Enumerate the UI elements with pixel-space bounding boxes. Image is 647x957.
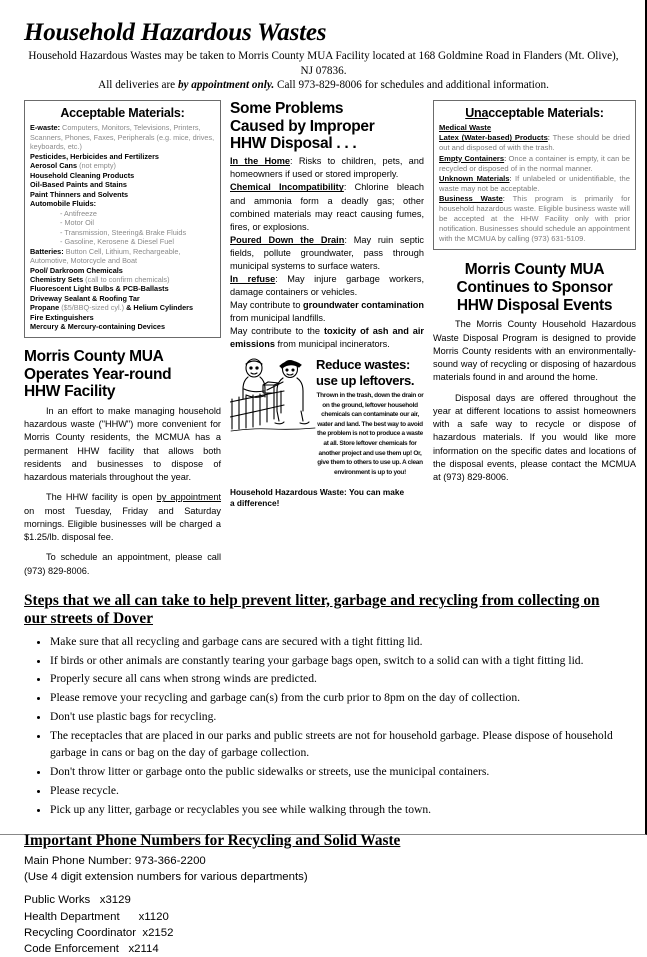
list-item	[30, 190, 215, 199]
phone-numbers-section	[24, 832, 623, 957]
list-item: • The receptacles that are placed in our parks and public streets are not for household garbage. Please dispose of household garbage in cans or bag on the day of garbage collection.	[50, 728, 623, 761]
list-item	[30, 199, 215, 208]
page-title: Household Hazardous Wastes	[24, 19, 327, 46]
item-detail: If unlabeled or unidentifiable, the waste may not be acceptable.	[439, 173, 630, 193]
cartoon-footer-line-1: Household Hazardous Waste: You can make	[230, 487, 405, 498]
item-label: E-waste:	[30, 123, 61, 133]
problems-body	[230, 155, 424, 351]
item-label: Paint Thinners and Solvents	[30, 189, 129, 199]
facility-heading-line-2: Operates Year-round	[24, 365, 172, 383]
list-item	[439, 154, 630, 174]
item-label: Pool/ Darkroom Chemicals	[30, 265, 123, 275]
cartoon-top-row	[230, 355, 424, 477]
cartoon-headline	[316, 355, 424, 477]
facility-para2-pre: The HHW facility is open	[46, 492, 157, 503]
unacceptable-materials-list	[439, 123, 630, 244]
phone-numbers-title: Important Phone Numbers for Recycling and Solid Waste	[24, 832, 401, 850]
sponsor-heading-line-2: Continues to Sponsor	[456, 279, 613, 297]
two-people-at-fence-icon	[230, 355, 316, 438]
item-label: Unknown Materials	[439, 173, 510, 183]
problem-text: May ruin septic fields, pollute groundwater, pass through municipal systems to surface waters.	[230, 234, 424, 271]
item-label: Propane	[30, 303, 60, 313]
problems-heading	[230, 100, 424, 152]
list-item	[30, 303, 215, 312]
item-label: Mercury & Mercury-containing Devices	[30, 322, 166, 332]
list-item	[30, 180, 215, 189]
item-label: Fluorescent Light Bulbs & PCB-Ballasts	[30, 284, 169, 294]
list-item	[439, 123, 630, 133]
phone-entry: Health Department x1120	[24, 910, 169, 923]
three-column-band	[24, 100, 636, 578]
list-item	[30, 123, 215, 151]
item-detail: (call to confirm chemicals)	[83, 274, 170, 284]
problems-heading-line-2: Caused by Improper	[230, 117, 375, 135]
list-item	[30, 322, 215, 331]
item-label: Business Waste	[439, 193, 503, 203]
problem-label: In the Home	[230, 156, 291, 167]
item-detail: This program is primarily for household hazardous waste. Eligible business waste will be accepted at the HHW Facility only with prior notification. Businesses should schedule an appointment with the MCMUA by calling (973) 631-5109.	[439, 193, 630, 244]
list-item	[30, 247, 215, 266]
unacceptable-materials-box	[433, 100, 636, 250]
item-sep: :	[509, 173, 516, 183]
problem-item	[230, 273, 424, 299]
sub-list-item: - Gasoline, Kerosene & Diesel Fuel	[60, 237, 174, 247]
facility-para2-post: on most Tuesday, Friday and Saturday mornings. Eligible businesses will be charged a $1.25/lb. disposal fee.	[24, 505, 221, 543]
item-detail: These should be dried out and disposed of with the trash.	[439, 133, 630, 153]
unacceptable-title-rest: cceptable Materials:	[488, 106, 604, 121]
item-label: Empty Containers	[439, 153, 505, 163]
sponsor-heading	[433, 261, 636, 314]
steps-section	[24, 592, 623, 818]
item-label: Driveway Sealant & Roofing Tar	[30, 293, 140, 303]
sponsor-body	[433, 318, 636, 484]
item-detail: ($5/BBQ-sized cyl.)	[59, 303, 125, 313]
by-appointment-emphasis: by appointment	[156, 492, 222, 503]
right-column	[433, 100, 636, 484]
list-item	[30, 152, 215, 161]
air-pre: May contribute to the	[230, 326, 324, 337]
list-item	[30, 266, 215, 275]
list-item: • Make sure that all recycling and garbage cans are secured with a tight fitting lid.	[50, 634, 623, 650]
air-post: from municipal incinerators.	[274, 339, 390, 350]
problem-text: Risks to children, pets, and homeowners if used or stored improperly.	[230, 156, 425, 180]
acceptable-materials-box	[24, 100, 221, 338]
problems-heading-line-1: Some Problems	[230, 100, 344, 118]
item-label-2: & Helium Cylinders	[124, 303, 194, 313]
intro-line-2-pre: All deliveries are	[98, 78, 178, 91]
item-sep: :	[504, 153, 509, 163]
list-item: • Please recycle.	[50, 783, 623, 799]
problem-sep: :	[275, 273, 288, 284]
unacceptable-materials-title	[439, 106, 630, 120]
item-sep: :	[547, 133, 553, 143]
left-column	[24, 100, 221, 578]
reduce-wastes-cartoon	[230, 355, 424, 509]
problem-label: In refuse	[230, 273, 276, 284]
cartoon-headline-line-2: use up leftovers.	[316, 372, 415, 388]
list-item	[30, 313, 215, 322]
cartoon-body-text: Thrown in the trash, down the drain or on the ground, leftover household chemicals can contaminate our air, water and land. The best way to avoid the problem is not to produce a waste at all. Store leftover chemicals for another project and use them up! Or, give them to others to use up. A clean environment is up to you!	[316, 391, 424, 476]
item-detail: Once a container is empty, it can be recycled or disposed of in the normal manner.	[439, 153, 630, 173]
problem-label: Poured Down the Drain	[230, 234, 345, 245]
intro-line-2-post: Call 973-829-8006 for schedules and additional information.	[274, 78, 549, 91]
list-item: • Don't use plastic bags for recycling.	[50, 709, 623, 725]
problem-item	[230, 155, 424, 181]
list-item	[439, 174, 630, 194]
acceptable-materials-list	[30, 123, 215, 332]
list-item: • Don't throw litter or garbage onto the public sidewalks or streets, use the municipal containers.	[50, 764, 623, 780]
intro-appointment-only: by appointment only.	[177, 78, 275, 91]
problem-label: Chemical Incompatibility	[230, 182, 344, 193]
sub-list-item: - Antifreeze	[60, 208, 97, 218]
groundwater-emphasis: groundwater contamination	[303, 300, 425, 310]
sponsor-paragraph-1: The Morris County Household Hazardous Waste Disposal Program is designed to provide Morris County residents with an environmentally-sound way of recycling or disposing of hazardous materials found in and around the home.	[433, 319, 636, 383]
facility-paragraph-1: In an effort to make managing household hazardous waste ("HHW") more convenient for Morris County residents, the MCMUA has a permanent HHW facility that allows both residents and businesses to dispose of hazardous materials throughout the year.	[24, 405, 221, 483]
cartoon-footer	[230, 487, 424, 509]
list-item: • If birds or other animals are constantly tearing your garbage bags open, switch to a solid can with a tight fitting lid.	[50, 653, 623, 669]
phone-entry: Recycling Coordinator x2152	[24, 926, 174, 939]
problem-sep: :	[344, 234, 354, 245]
item-label: Oil-Based Paints and Stains	[30, 180, 127, 190]
facility-paragraph-2	[24, 491, 221, 544]
list-item: • Pick up any litter, garbage or recyclables you see while walking through the town.	[50, 802, 623, 818]
item-label: Automobile Fluids:	[30, 199, 97, 209]
problem-text: Chlorine bleach and ammonia form a deadly gas; other combined materials may react causing fumes, fires, or explosions.	[230, 182, 425, 232]
cartoon-footer-line-2: a difference!	[230, 498, 280, 509]
item-label: Pesticides, Herbicides and Fertilizers	[30, 151, 159, 161]
list-item	[439, 194, 630, 244]
main-phone-number: Main Phone Number: 973-366-2200	[24, 855, 206, 868]
list-item	[30, 294, 215, 303]
list-item: • Please remove your recycling and garbage can(s) from the curb prior to 8pm on the day of collection.	[50, 690, 623, 706]
item-sep: :	[502, 193, 513, 203]
air-emphasis: toxicity of ash and air emissions	[230, 326, 424, 350]
item-detail: Button Cell, Lithium, Rechargeable, Automotive, Motorcycle and Boat	[30, 246, 181, 266]
unacceptable-title-prefix: Una	[465, 106, 489, 121]
phone-entry: Public Works x3129	[24, 894, 131, 907]
sponsor-heading-line-1: Morris County MUA	[464, 261, 605, 279]
sub-list-item: - Transmission, Steering& Brake Fluids	[60, 227, 187, 237]
item-label: Aerosol Cans	[30, 161, 78, 171]
sub-list-item: - Motor Oil	[60, 218, 95, 228]
problem-groundwater	[230, 299, 424, 325]
list-item	[439, 133, 630, 153]
problem-air	[230, 325, 424, 351]
problem-sep: :	[343, 182, 355, 193]
list-item	[30, 284, 215, 293]
list-item	[30, 171, 215, 180]
list-item	[30, 275, 215, 284]
phone-entry: Code Enforcement x2114	[24, 943, 159, 956]
facility-heading-line-3: HHW Facility	[24, 383, 116, 401]
groundwater-pre: May contribute to	[230, 300, 304, 310]
problem-item	[230, 181, 424, 233]
list-item: • Properly secure all cans when strong winds are predicted.	[50, 671, 623, 687]
item-label: Household Cleaning Products	[30, 170, 135, 180]
list-item	[30, 161, 215, 170]
item-detail: (not empty)	[77, 161, 116, 171]
item-label: Chemistry Sets	[30, 274, 84, 284]
facility-heading-line-1: Morris County MUA	[24, 347, 164, 365]
problem-sep: :	[290, 156, 299, 167]
facility-paragraph-3: To schedule an appointment, please call (973) 829-8006.	[24, 552, 221, 576]
item-label: Batteries:	[30, 246, 64, 256]
intro-line-2	[28, 78, 619, 92]
sponsor-heading-line-3: HHW Disposal Events	[456, 296, 613, 314]
item-label: Latex (Water-based) Products	[439, 133, 548, 143]
facility-body	[24, 405, 221, 578]
cartoon-headline-line-1: Reduce wastes:	[316, 357, 411, 373]
intro-line-1: Household Hazardous Wastes may be taken to Morris County MUA Facility located at 168 Goldmine Road in Flanders (Mt. Olive), NJ 07836.	[28, 50, 619, 77]
problem-text: May injure garbage workers, damage containers or vehicles.	[230, 273, 425, 297]
problem-item	[230, 234, 424, 273]
middle-column	[230, 100, 424, 509]
item-detail: Computers, Monitors, Televisions, Printers, Scanners, Phones, Faxes, Peripherals (e.g. mice, drives, keyboards, etc.)	[30, 123, 215, 152]
facility-heading	[24, 348, 221, 401]
item-label: Medical Waste	[439, 123, 492, 133]
acceptable-materials-title: Acceptable Materials:	[60, 106, 185, 121]
extension-note: (Use 4 digit extension numbers for various departments)	[24, 871, 308, 884]
item-label: Fire Extinguishers	[30, 312, 94, 322]
intro-text	[28, 49, 619, 92]
steps-title: Steps that we all can take to help prevent litter, garbage and recycling from collecting on our streets of Dover	[24, 591, 600, 628]
problems-heading-line-3: HHW Disposal . . .	[230, 134, 357, 152]
spacer	[24, 885, 623, 892]
sponsor-paragraph-2: Disposal days are offered throughout the year at different locations to assist homeowners with a safe way to recycle or dispose of hazardous materials. If you would like more information on the specific dates and locations of the disposal events, please contact the MCMUA at (973) 829-8006.	[433, 392, 636, 483]
groundwater-post: from municipal landfills.	[230, 313, 326, 324]
steps-list	[24, 634, 623, 819]
